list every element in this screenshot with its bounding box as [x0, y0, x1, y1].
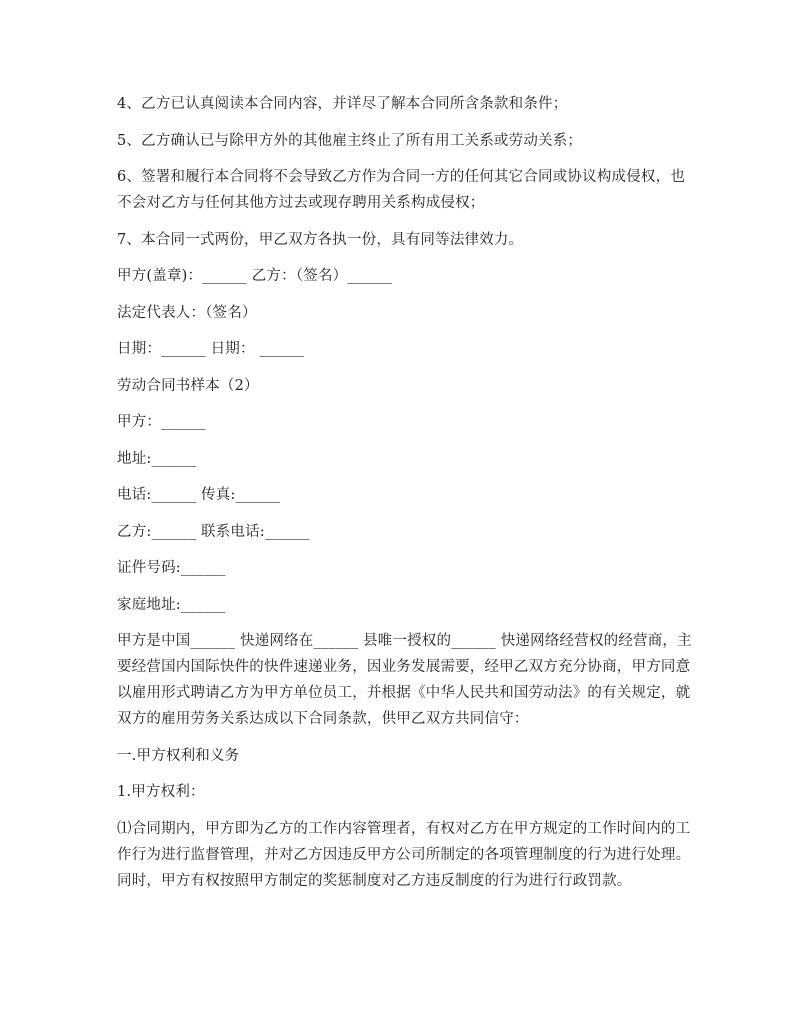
clause-7: 7、本合同一式两份，甲乙双方各执一份，具有同等法律效力。	[117, 231, 524, 248]
home-address-field: 家庭地址:______	[117, 596, 226, 613]
party-a-field: 甲方：______	[117, 414, 206, 430]
party-b-contact-field: 乙方:______ 联系电话:______	[117, 523, 310, 540]
clause-6: 6、签署和履行本合同将不会导致乙方作为合同一方的任何其它合同或协议构成侵权，也不会对乙方与任何其他方过去或现存聘用关系构成侵权；	[117, 169, 686, 211]
legal-representative-line: 法定代表人：（签名）	[117, 304, 257, 321]
clause-4: 4、乙方已认真阅读本合同内容，并详尽了解本合同所含条款和条件；	[117, 96, 568, 112]
id-number-field: 证件号码:______	[117, 560, 226, 576]
clause-5: 5、乙方确认已与除甲方外的其他雇主终止了所有用工关系或劳动关系；	[117, 132, 583, 149]
rights-item-1: ⑴合同期内，甲方即为乙方的工作内容管理者，有权对乙方在甲方规定的工作时间内的工作行为进行监督管理，并对乙方因违反甲方公司所制定的各项管理制度的行为进行处理。同时，甲方有权按照甲方制定的奖惩制度对乙方违反制度的行为进行行政罚款。	[117, 820, 691, 889]
sample-title: 劳动合同书样本（2）	[117, 377, 259, 394]
phone-fax-field: 电话:______ 传真:______	[117, 487, 281, 503]
date-line: 日期：______ 日期： ______	[117, 341, 305, 357]
document-body	[117, 91, 692, 894]
subsection-heading-1-1: 1.甲方权利：	[117, 784, 205, 800]
signature-line: 甲方(盖章)：______ 乙方：（签名）______	[117, 268, 393, 284]
section-heading-1: 一.甲方权利和义务	[117, 747, 240, 764]
address-field: 地址:______	[117, 450, 197, 467]
preamble-paragraph: 甲方是中国______ 快递网络在______ 县唯一授权的______ 快递网络经营权的经营商，主要经营国内国际快件的快件速递业务，因业务发展需要，经甲乙双方充分协商，甲方同意以雇用形式聘请乙方为甲方单位员工，并根据《中华人民共和国劳动法》的有关规定，就双方的雇用劳务关系达成以下合同条款，供甲乙双方共同信守：	[117, 633, 692, 727]
